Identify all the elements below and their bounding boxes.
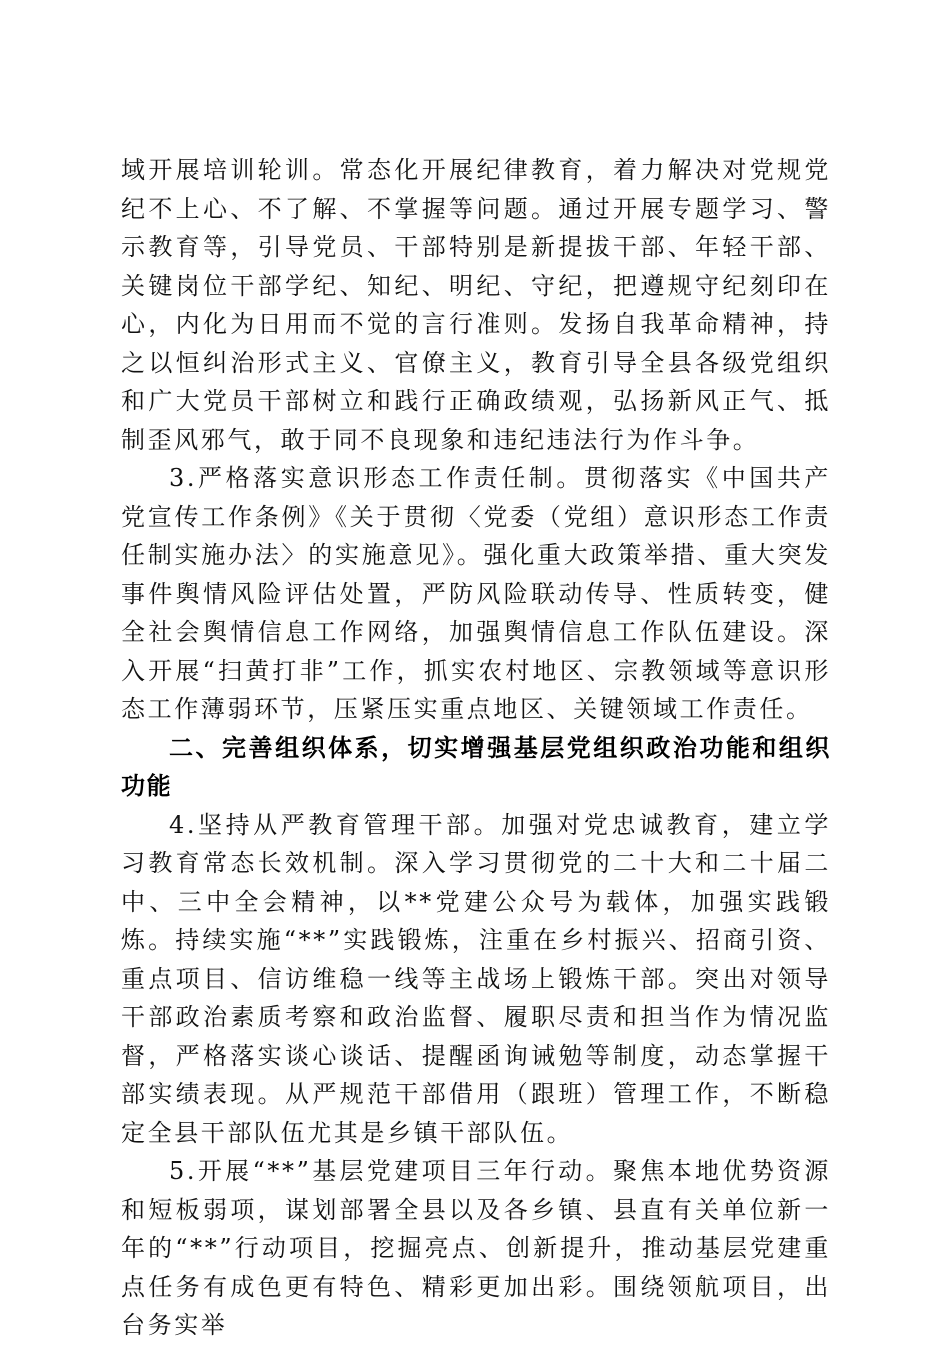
- paragraph-item-5: 5.开展“**”基层党建项目三年行动。聚焦本地优势资源和短板弱项，谋划部署全县以及各乡镇、县直有关单位新一年的“**”行动项目，挖掘亮点、创新提升，推动基层党建重点任务有成色更有特色、精彩更加出彩。围绕领航项目，出台务实举: [121, 1157, 831, 1339]
- document-body: [121, 151, 831, 1345]
- section-heading-2: 二、完善组织体系，切实增强基层党组织政治功能和组织功能: [121, 733, 831, 800]
- paragraph-item-3: 3.严格落实意识形态工作责任制。贯彻落实《中国共产党宣传工作条例》《关于贯彻〈党委（党组）意识形态工作责任制实施办法〉的实施意见》。强化重大政策举措、重大突发事件舆情风险评估处置，严防风险联动传导、性质转变，健全社会舆情信息工作网络，加强舆情信息工作队伍建设。深入开展“扫黄打非”工作，抓实农村地区、宗教领域等意识形态工作薄弱环节，压紧压实重点地区、关键领域工作责任。: [121, 464, 831, 723]
- paragraph-item-4: 4.坚持从严教育管理干部。加强对党忠诚教育，建立学习教育常态长效机制。深入学习贯彻党的二十大和二十届二中、三中全会精神，以**党建公众号为载体，加强实践锻炼。持续实施“**”实践锻炼，注重在乡村振兴、招商引资、重点项目、信访维稳一线等主战场上锻炼干部。突出对领导干部政治素质考察和政治监督、履职尽责和担当作为情况监督，严格落实谈心谈话、提醒函询诫勉等制度，动态掌握干部实绩表现。从严规范干部借用（跟班）管理工作，不断稳定全县干部队伍尤其是乡镇干部队伍。: [121, 810, 831, 1147]
- paragraph-continuation: 域开展培训轮训。常态化开展纪律教育，着力解决对党规党纪不上心、不了解、不掌握等问题。通过开展专题学习、警示教育等，引导党员、干部特别是新提拔干部、年轻干部、关键岗位干部学纪、知纪、明纪、守纪，把遵规守纪刻印在心，内化为日用而不觉的言行准则。发扬自我革命精神，持之以恒纠治形式主义、官僚主义，教育引导全县各级党组织和广大党员干部树立和践行正确政绩观，弘扬新风正气、抵制歪风邪气，敢于同不良现象和违纪违法行为作斗争。: [121, 156, 831, 454]
